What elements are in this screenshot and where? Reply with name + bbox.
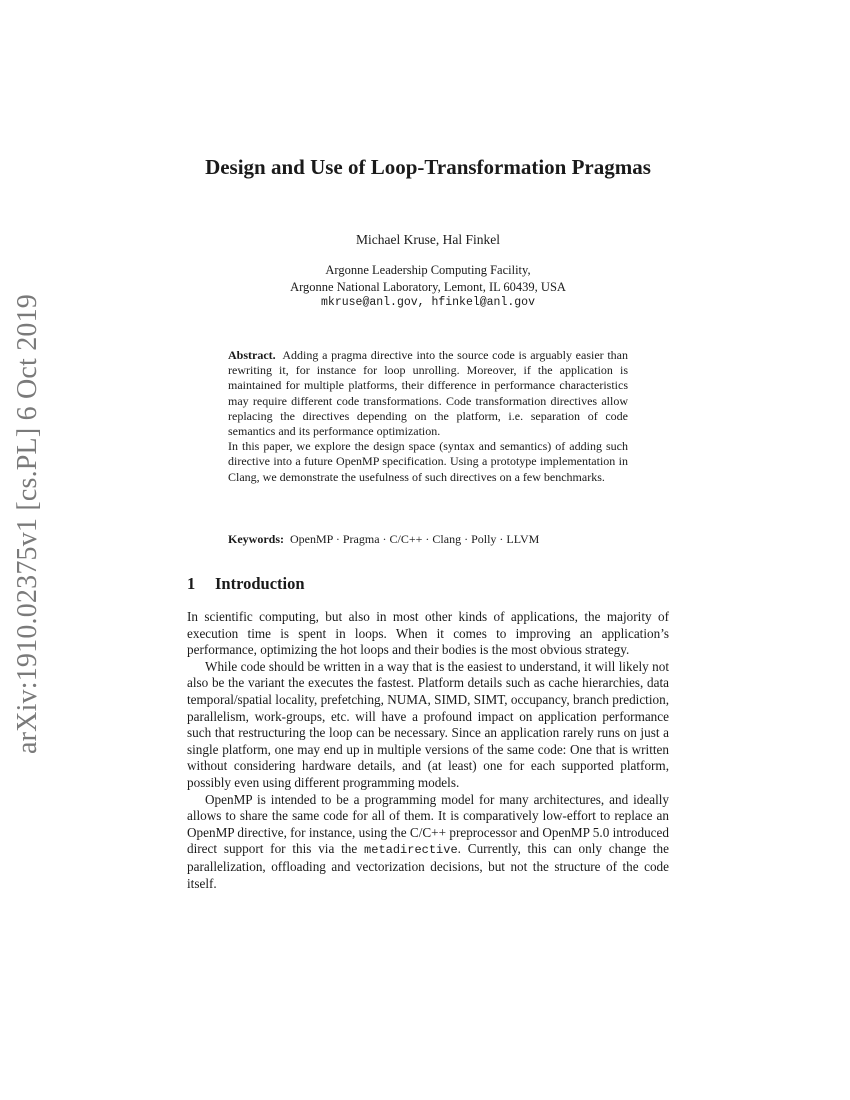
section-title: Introduction [215,574,305,593]
keywords-label: Keywords: [228,532,284,546]
body-paragraph-2: While code should be written in a way that is the easiest to understand, it will likely not also be the variant the executes the fastest. Platform details such as cache hierarchies, data temporal/spatial locality, prefetching, NUMA, SIMD, SIMT, occupancy, branch prediction, parallelism, work-groups, etc. will have a profound impact on application performance such that restructuring the loop can be necessary. Since an application rarely runs on just a single platform, one may end up in multiple versions of the same code: One that is written without considering hardware details, and (at least) one for each supported platform, possibly even using different programming models. [187,658,669,790]
affiliation-line-2: Argonne National Laboratory, Lemont, IL 60439, USA [290,279,566,294]
section-body [187,609,669,892]
arxiv-identifier-text: arXiv:1910.02375v1 [cs.PL] 6 Oct 2019 [12,293,44,755]
abstract-text-1: Adding a pragma directive into the source code is arguably easier than rewriting it, for instance for loop unrolling. Moreover, if the application is maintained for multiple platforms, their difference in performance characteristics may require different code transformations. Code transformation directives allow replacing the directives depending on the platform, i.e. separation of code semantics and its performance optimization. [228,348,628,439]
keywords-text: OpenMP · Pragma · C/C++ · Clang · Polly · LLVM [290,532,540,546]
paper-title: Design and Use of Loop-Transformation Pragmas [205,155,651,179]
arxiv-identifier-stamp [2,284,54,764]
section-heading [187,574,305,594]
author-emails: mkruse@anl.gov, hfinkel@anl.gov [321,296,535,309]
paper-authors: Michael Kruse, Hal Finkel [356,232,500,247]
body-paragraph-3 [187,792,669,893]
author-affiliation [200,262,656,312]
keywords-line [228,532,628,547]
abstract-paragraph-2: In this paper, we explore the design space (syntax and semantics) of adding such directive into a future OpenMP specification. Using a prototype implementation in Clang, we demonstrate the usefulness of such directives on a few benchmarks. [228,439,628,484]
abstract-paragraph-1 [228,348,628,439]
body-paragraph-3-start: OpenMP is intended to be a programming model for many architectures, and ideally allows to share the same code for all of them. It is comparatively low-effort to replace an OpenMP directive, for instance, using the C/C++ preprocessor and OpenMP 5.0 introduced direct support for this via the [187,791,669,857]
abstract-label: Abstract. [228,348,276,362]
metadirective-code: metadirective [364,843,458,858]
body-paragraph-1: In scientific computing, but also in most other kinds of applications, the majority of execution time is spent in loops. When it comes to improving an application’s performance, optimizing the hot loops and their bodies is the most obvious strategy. [187,609,669,658]
body-paragraph-3-end: . Currently, this can only change the parallelization, offloading and vectorization decisions, but not the structure of the code itself. [187,841,670,891]
abstract-block [228,348,628,485]
section-number: 1 [187,574,196,593]
affiliation-line-1: Argonne Leadership Computing Facility, [325,263,531,277]
